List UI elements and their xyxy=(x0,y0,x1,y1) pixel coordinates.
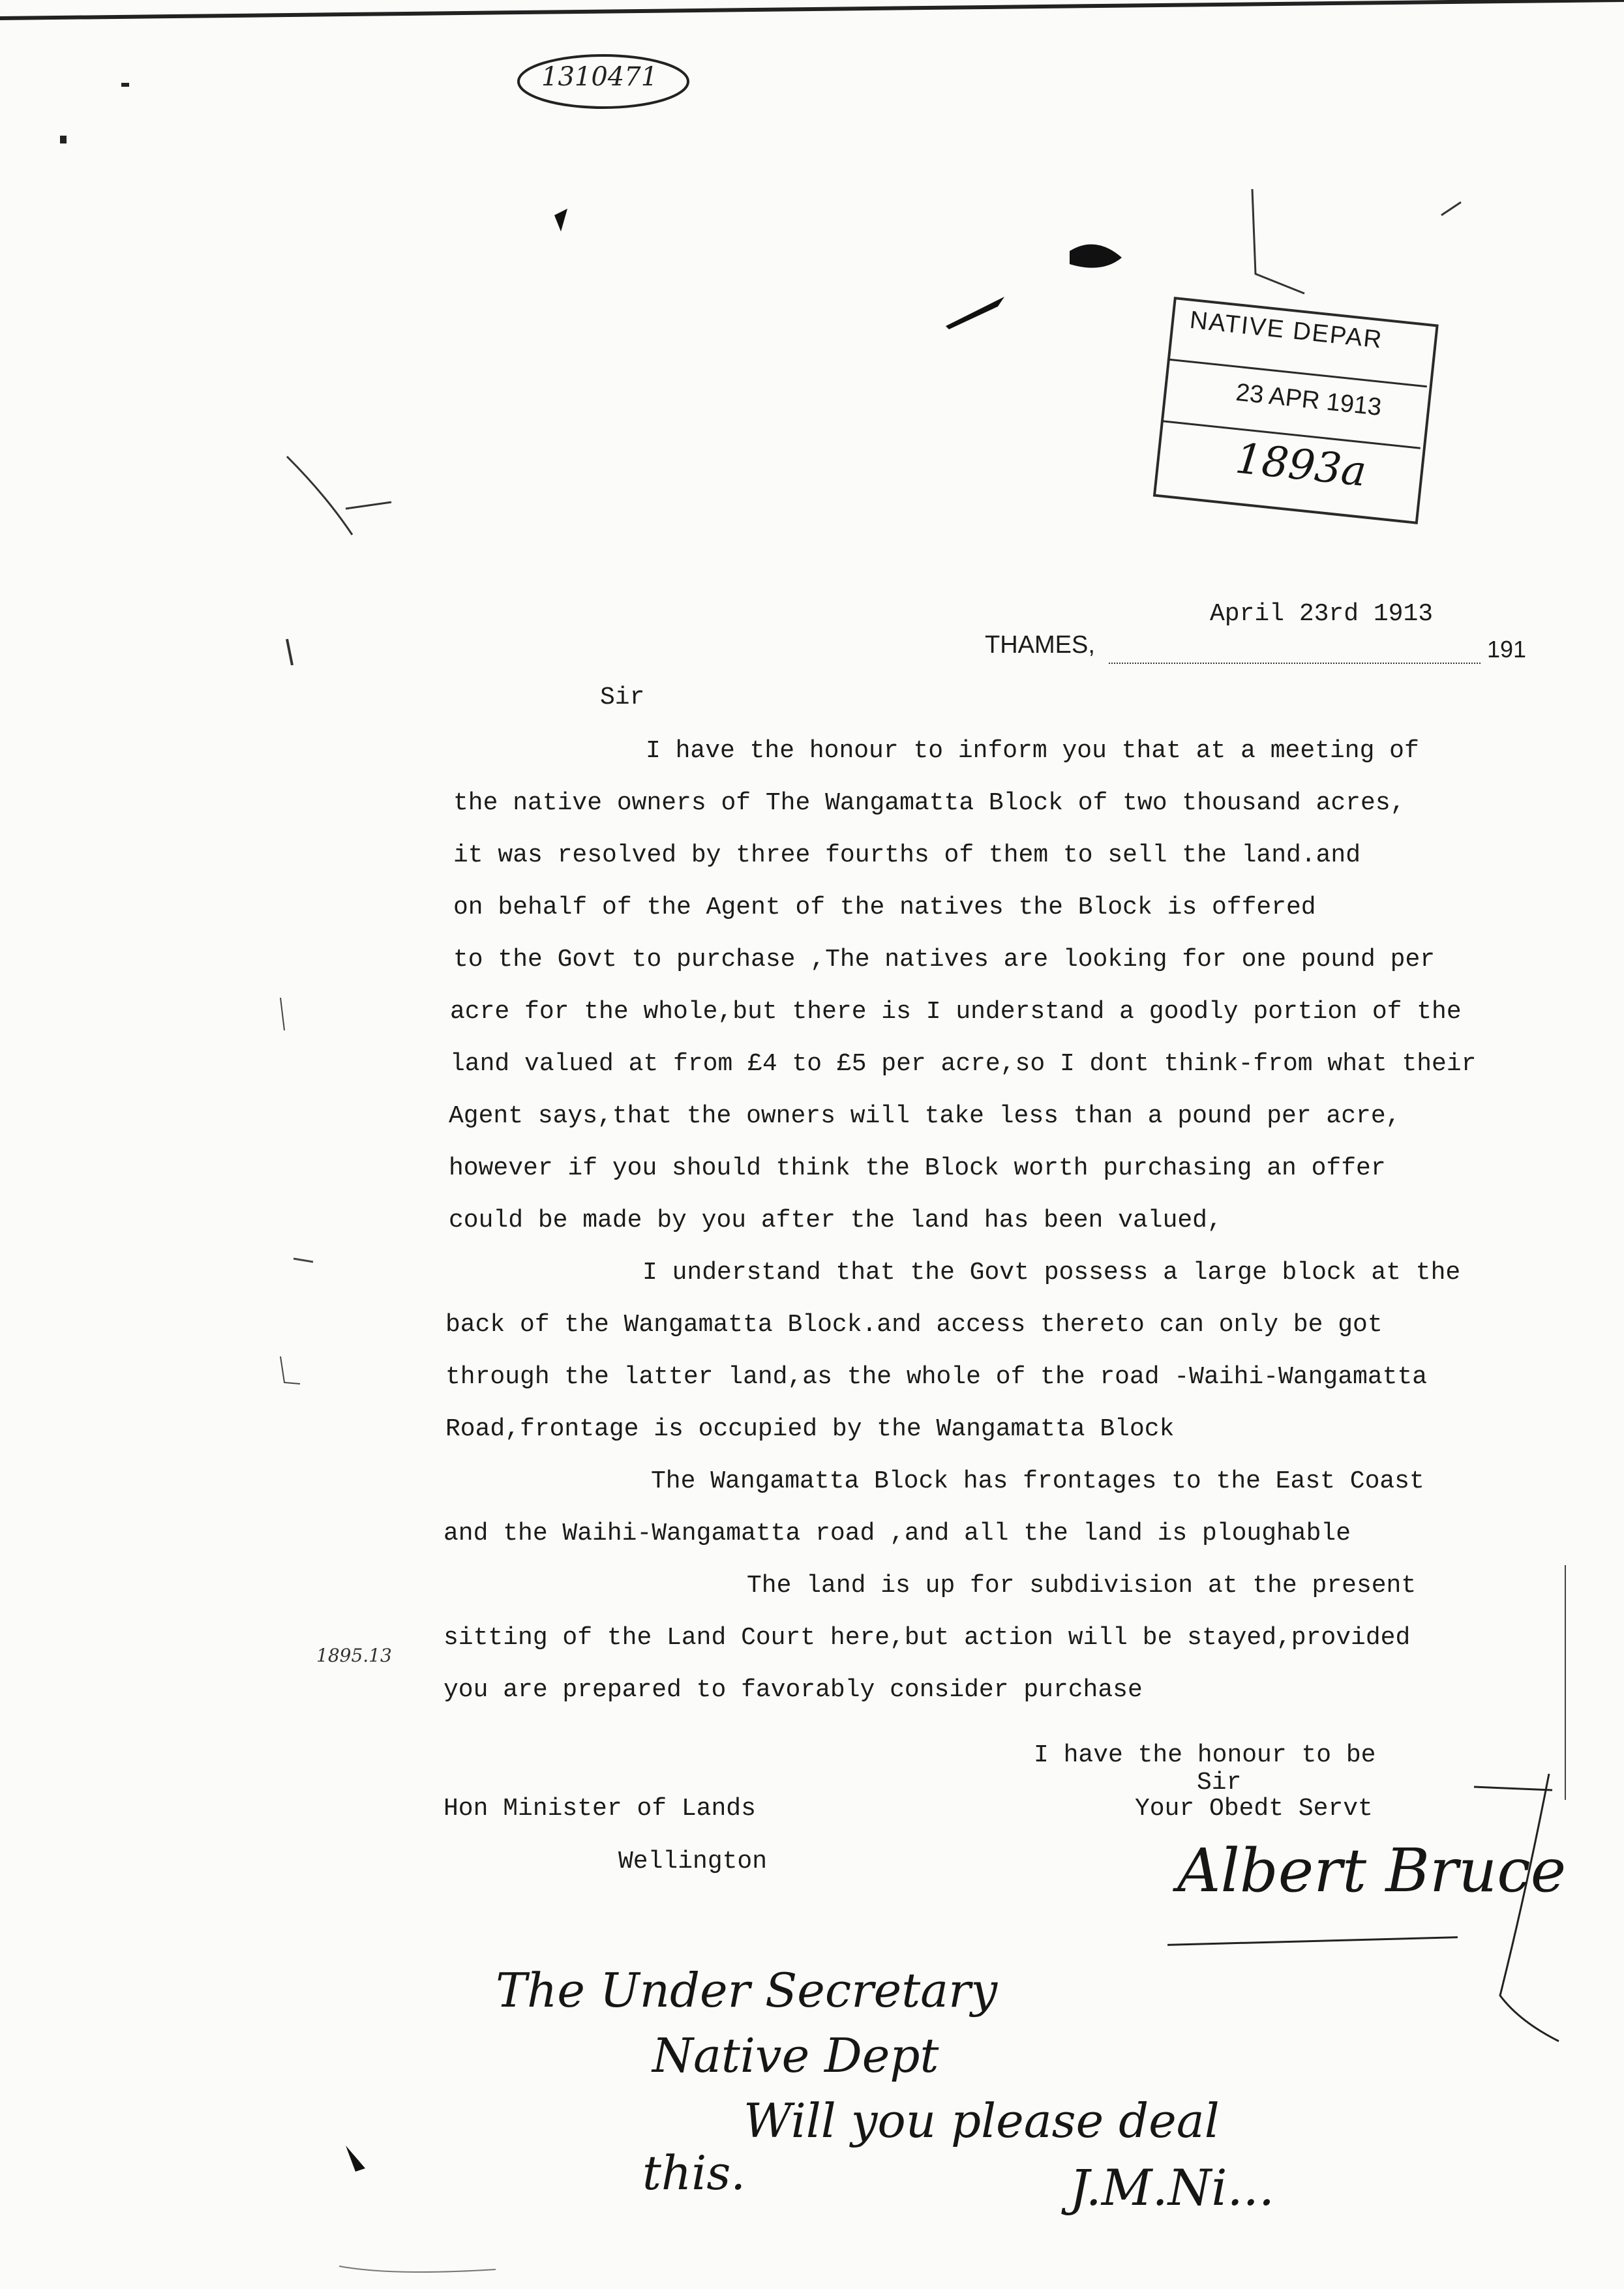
stamp-department: NATIVE DEPAR xyxy=(1188,306,1385,354)
writer-signature: Albert Bruce xyxy=(1177,1836,1567,1906)
letter-date: April 23rd 1913 xyxy=(1210,600,1434,628)
addressee-title: Hon Minister of Lands xyxy=(444,1795,756,1823)
minute-line: Native Dept xyxy=(652,2028,939,2083)
body-line: back of the Wangamatta Block.and access thereto can only be got xyxy=(445,1311,1383,1339)
body-line: I understand that the Govt possess a large block at the xyxy=(642,1259,1461,1287)
body-line: The land is up for subdivision at the present xyxy=(747,1572,1417,1600)
date-rule xyxy=(1109,663,1481,664)
body-line: sitting of the Land Court here,but action will be stayed,provided xyxy=(444,1624,1411,1652)
stamp-date: 23 APR 1913 xyxy=(1234,378,1383,422)
body-line: it was resolved by three fourths of them to sell the land.and xyxy=(453,841,1361,869)
body-line: acre for the whole,but there is I understand a goodly portion of the xyxy=(450,998,1462,1026)
body-line: Road,frontage is occupied by the Wangamatta Block xyxy=(445,1415,1175,1443)
salutation: Sir xyxy=(600,683,645,711)
body-line: to the Govt to purchase ,The natives are looking for one pound per xyxy=(453,946,1436,974)
stamp-file-number: 1893a xyxy=(1233,434,1369,497)
minute-signature: J.M.Ni... xyxy=(1070,2159,1274,2217)
margin-annotation: 1895.13 xyxy=(316,1645,392,1666)
body-line: you are prepared to favorably consider purchase xyxy=(444,1676,1143,1704)
body-line: the native owners of The Wangamatta Block of two thousand acres, xyxy=(453,789,1406,817)
letter-place: THAMES, xyxy=(985,631,1095,659)
year-suffix: 191 xyxy=(1487,636,1527,663)
body-line: on behalf of the Agent of the natives the Block is offered xyxy=(453,893,1316,921)
addressee-location: Wellington xyxy=(618,1848,768,1876)
body-line: could be made by you after the land has been valued, xyxy=(449,1206,1222,1234)
body-line: through the latter land,as the whole of the road -Waihi-Wangamatta xyxy=(445,1363,1428,1391)
body-line: and the Waihi-Wangamatta road ,and all the land is ploughable xyxy=(444,1519,1351,1548)
body-line: I have the honour to inform you that at a meeting of xyxy=(646,737,1419,765)
closing-line: Sir xyxy=(1197,1769,1242,1797)
minute-line: Will you please deal xyxy=(744,2093,1220,2148)
archive-reference-number: 1310471 xyxy=(541,62,658,92)
body-line: land valued at from £4 to £5 per acre,so I dont think-from what their xyxy=(450,1050,1477,1078)
closing-line: Your Obedt Servt xyxy=(1135,1795,1373,1823)
minute-line: this. xyxy=(642,2146,746,2200)
body-line: The Wangamatta Block has frontages to the East Coast xyxy=(651,1467,1424,1495)
body-line: Agent says,that the owners will take less than a pound per acre, xyxy=(449,1102,1401,1130)
closing-line: I have the honour to be xyxy=(1034,1741,1376,1769)
minute-line: The Under Secretary xyxy=(496,1963,998,2018)
received-stamp xyxy=(1154,297,1434,518)
body-line: however if you should think the Block worth purchasing an offer xyxy=(449,1154,1386,1182)
